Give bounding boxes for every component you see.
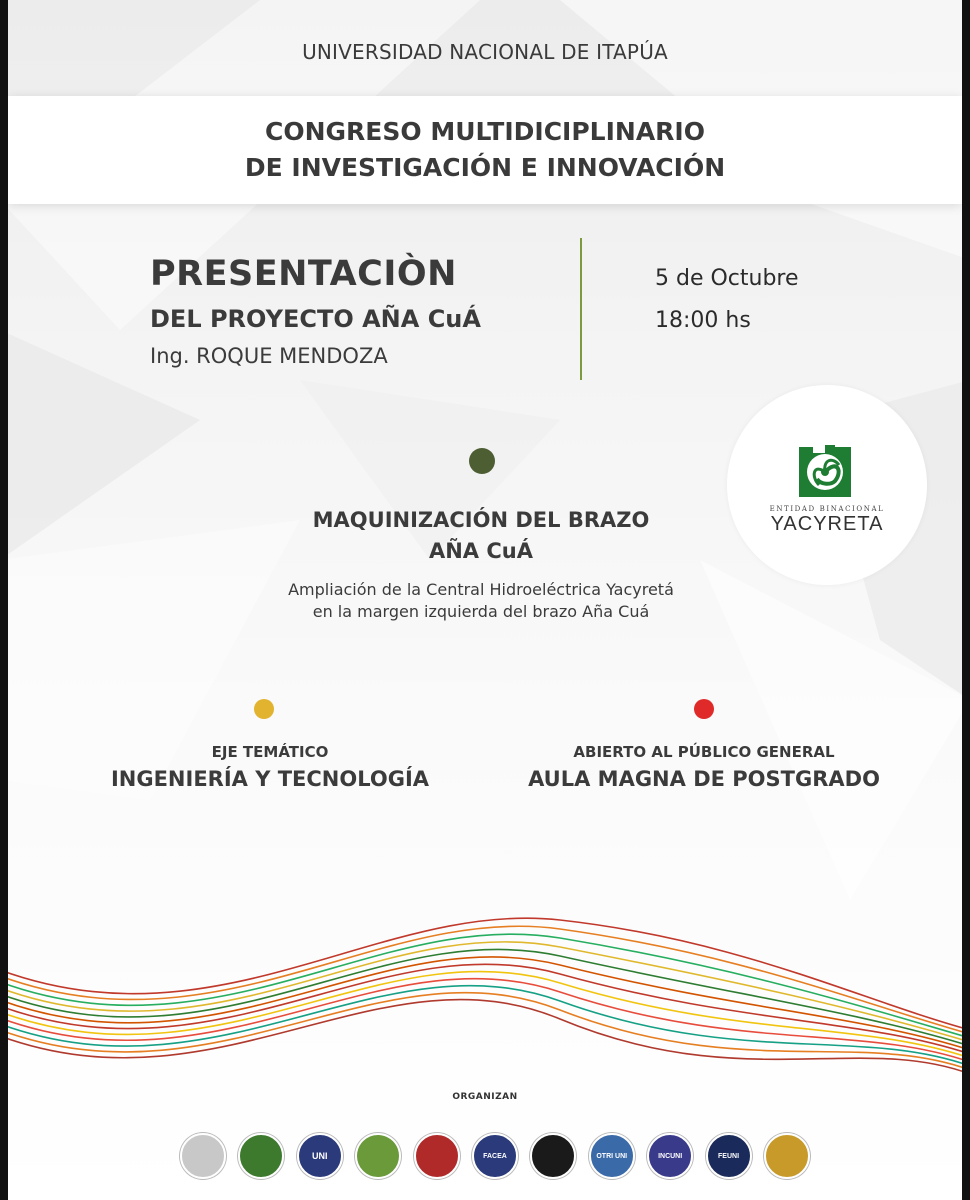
organizers-label: ORGANIZAN xyxy=(452,1092,518,1102)
topic-title-line2: AÑA CuÁ xyxy=(428,539,533,563)
sponsor-name: YACYRETA xyxy=(770,513,884,535)
wave-line xyxy=(0,986,970,1066)
red-dot-icon xyxy=(694,699,714,719)
presentation-title: PRESENTACIÒN xyxy=(150,254,457,294)
event-time: 18:00 hs xyxy=(655,308,751,333)
science-technology-logo xyxy=(355,1133,401,1179)
axis-title: INGENIERÍA Y TECNOLOGÍA xyxy=(110,767,430,791)
venue-title: AULA MAGNA DE POSTGRADO xyxy=(528,767,880,791)
venue-kicker: ABIERTO AL PÚBLICO GENERAL xyxy=(573,743,835,761)
faculty-agronomy-logo xyxy=(238,1133,284,1179)
congress-title-line2: DE INVESTIGACIÓN E INNOVACIÓN xyxy=(244,153,726,182)
sponsor-entity-label: ENTIDAD BINACIONAL xyxy=(769,505,885,513)
congress-title-line1: CONGRESO MULTIDICIPLINARIO xyxy=(265,117,705,146)
otri-uni-logo: OTRI UNI xyxy=(589,1133,635,1179)
event-date: 5 de Octubre xyxy=(655,266,799,291)
facea-logo: FACEA xyxy=(472,1133,518,1179)
decorative-wave-lines xyxy=(0,880,970,1090)
facaf-logo: UNI xyxy=(297,1133,343,1179)
anniversary-seal-logo xyxy=(764,1133,810,1179)
organizer-logos xyxy=(180,1128,810,1184)
topic-title-line1: MAQUINIZACIÓN DEL BRAZO xyxy=(312,508,650,532)
congress-banner xyxy=(8,96,962,204)
axis-kicker: EJE TEMÁTICO xyxy=(211,743,329,761)
yacyreta-swirl-icon xyxy=(797,441,857,501)
topic-description xyxy=(0,579,962,623)
faculty-law-logo xyxy=(414,1133,460,1179)
fiuni-logo xyxy=(530,1133,576,1179)
topic-block xyxy=(0,505,962,623)
yellow-dot-icon xyxy=(254,699,274,719)
feuni-logo: FEUNI xyxy=(706,1133,752,1179)
incuni-logo: INCUNI xyxy=(647,1133,693,1179)
university-name: UNIVERSIDAD NACIONAL DE ITAPÚA xyxy=(302,40,668,64)
green-dot-icon xyxy=(469,448,495,474)
thematic-axis-block xyxy=(60,743,480,791)
topic-desc-line2: en la margen izquierda del brazo Aña Cuá xyxy=(312,602,650,621)
presentation-subtitle: DEL PROYECTO AÑA CuÁ xyxy=(150,305,481,333)
venue-block xyxy=(484,743,924,791)
vertical-divider xyxy=(580,238,582,380)
wave-line xyxy=(0,979,970,1062)
presentation-speaker: Ing. ROQUE MENDOZA xyxy=(150,344,388,368)
topic-desc-line1: Ampliación de la Central Hidroeléctrica Yacyretá xyxy=(288,580,674,599)
faculty-medicine-logo xyxy=(180,1133,226,1179)
